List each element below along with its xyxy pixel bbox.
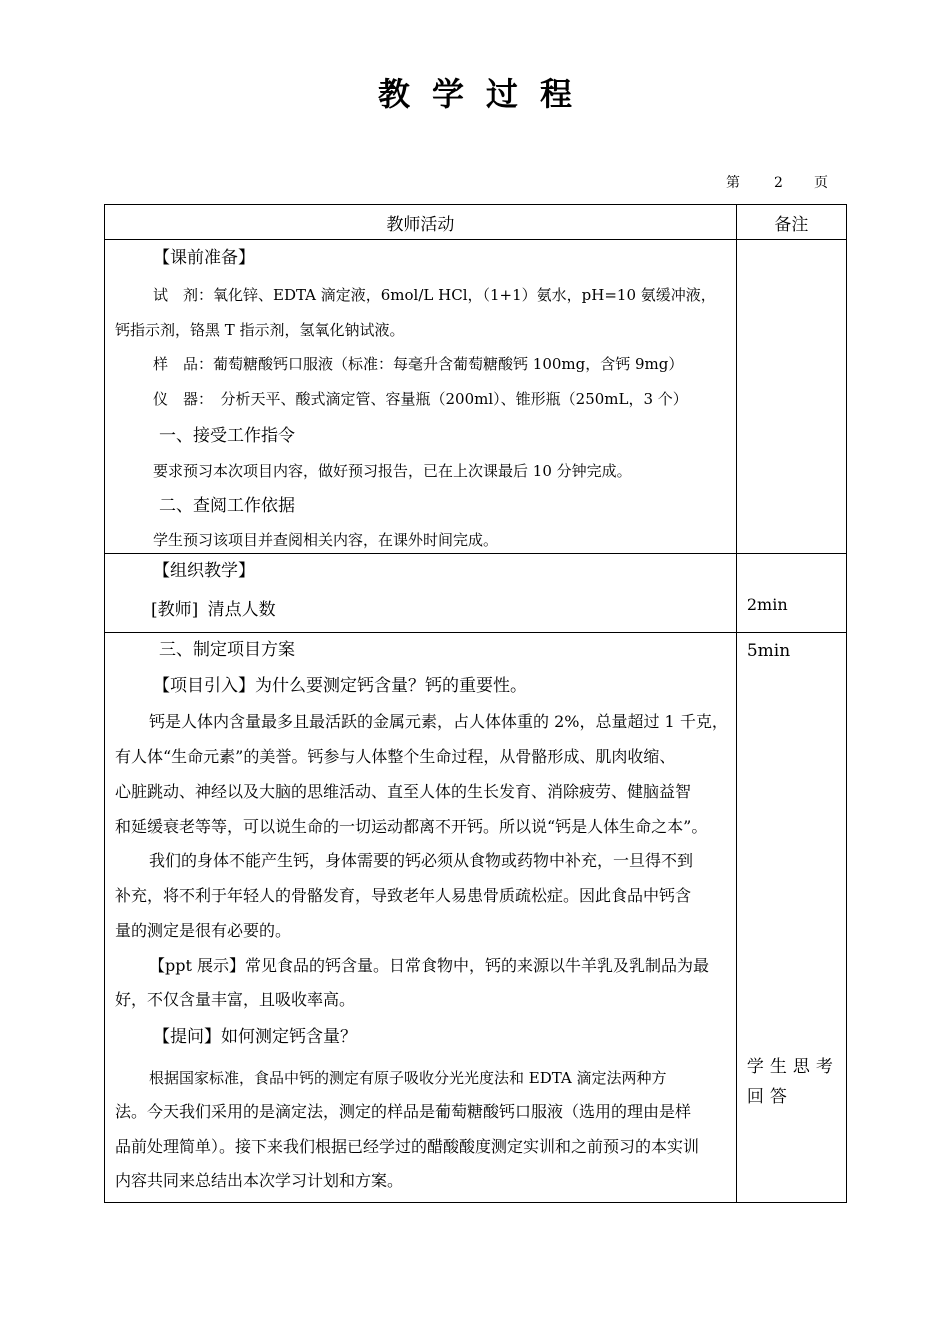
para1-line-2: 有人体“生命元素”的美誉。钙参与人体整个生命过程，从骨骼形成、肌肉收缩、 (115, 747, 676, 766)
page-number (720, 173, 840, 193)
para1-line-3: 心脏跳动、神经以及大脑的思维活动、直至人体的生长发育、消除疲劳、健脑益智 (115, 782, 692, 801)
prep-heading: 【课前准备】 (153, 248, 255, 268)
step1-heading: 一、接受工作指令 (159, 426, 295, 446)
preparation-content (105, 240, 737, 554)
preparation-notes (736, 240, 846, 554)
teaching-process-table (104, 204, 847, 1203)
page-suffix: 页 (814, 175, 828, 191)
ppt-line-2: 好，不仅含量丰富，且吸收率高。 (115, 990, 356, 1009)
step1-text: 要求预习本次项目内容，做好预习报告，已在上次课最后 10 分钟完成。 (153, 462, 632, 480)
header-notes: 备注 (736, 205, 846, 240)
intro-line (105, 674, 736, 698)
teacher-line (105, 598, 736, 622)
page-number-value: 2 (774, 175, 783, 191)
para2-line-2: 补充，将不利于年轻人的骨骼发育，导致老年人易患骨质疏松症。因此食品中钙含 (115, 886, 692, 905)
organize-heading: 【组织教学】 (153, 561, 255, 581)
para3-line-1: 根据国家标准，食品中钙的测定有原子吸收分光光度法和 EDTA 滴定法两种方 (149, 1069, 667, 1087)
para1-line-1: 钙是人体内含量最多且最活跃的金属元素，占人体体重的 2%，总量超过 1 千克， (149, 712, 728, 731)
section-organize (105, 554, 847, 633)
header-activity: 教师活动 (105, 205, 737, 240)
step2-text: 学生预习该项目并查阅相关内容，在课外时间完成。 (153, 531, 499, 549)
organize-time: 2min (746, 595, 788, 614)
step2-heading: 二、查阅工作依据 (159, 496, 295, 516)
plan-content (105, 633, 737, 1203)
para2-line-1: 我们的身体不能产生钙，身体需要的钙必须从食物或药物中补充，一旦得不到 (149, 851, 694, 870)
plan-notes (736, 633, 846, 1203)
plan-heading: 三、制定项目方案 (159, 640, 295, 660)
para3-line-4: 内容共同来总结出本次学习计划和方案。 (115, 1171, 404, 1190)
section-preparation (105, 240, 847, 554)
instruments-line: 仪 器： 分析天平、酸式滴定管、容量瓶（200ml）、锥形瓶（250mL，3 个） (153, 390, 688, 408)
plan-time: 5min (746, 641, 791, 661)
page-title: 教学过程 (377, 75, 594, 113)
question-line (105, 1025, 736, 1049)
section-plan (105, 633, 847, 1203)
ppt-text: 常见食品的钙含量。日常食物中，钙的来源以牛羊乳及乳制品为最 (245, 956, 710, 975)
ppt-tag: 【ppt 展示】 (149, 956, 246, 975)
page-prefix: 第 (726, 175, 740, 191)
teacher-tag: [教师] (151, 600, 199, 620)
teacher-action: 清点人数 (207, 600, 276, 620)
reagents-line-1: 试 剂：氧化锌、EDTA 滴定液，6mol/L HCl，（1+1）氨水，pH=10 氨缓冲液， (153, 286, 716, 304)
para2-line-3: 量的测定是很有必要的。 (115, 921, 292, 940)
para3-line-3: 品前处理简单）。接下来我们根据已经学过的醋酸酸度测定实训和之前预习的本实训 (115, 1137, 700, 1156)
question-tag: 【提问】 (153, 1027, 221, 1047)
ppt-line-1 (105, 955, 736, 977)
intro-tag: 【项目引入】 (153, 676, 255, 696)
sample-line: 样 品：葡萄糖酸钙口服液（标准：每毫升含葡萄糖酸钙 100mg，含钙 9mg） (153, 355, 684, 373)
question-text: 如何测定钙含量？ (221, 1027, 357, 1047)
organize-notes (736, 554, 846, 633)
para1-line-4: 和延缓衰老等等，可以说生命的一切运动都离不开钙。所以说“钙是人体生命之本”。 (115, 817, 708, 836)
intro-text: 为什么要测定钙含量？钙的重要性。 (255, 676, 527, 696)
para3-line-2: 法。今天我们采用的是滴定法，测定的样品是葡萄糖酸钙口服液（选用的理由是样 (115, 1102, 692, 1121)
organize-content (105, 554, 737, 633)
reagents-line-2: 钙指示剂，铬黑 T 指示剂，氢氧化钠试液。 (115, 321, 405, 339)
table-header-row (105, 205, 847, 240)
student-activity-note: 学生思考回答 (746, 1057, 839, 1107)
